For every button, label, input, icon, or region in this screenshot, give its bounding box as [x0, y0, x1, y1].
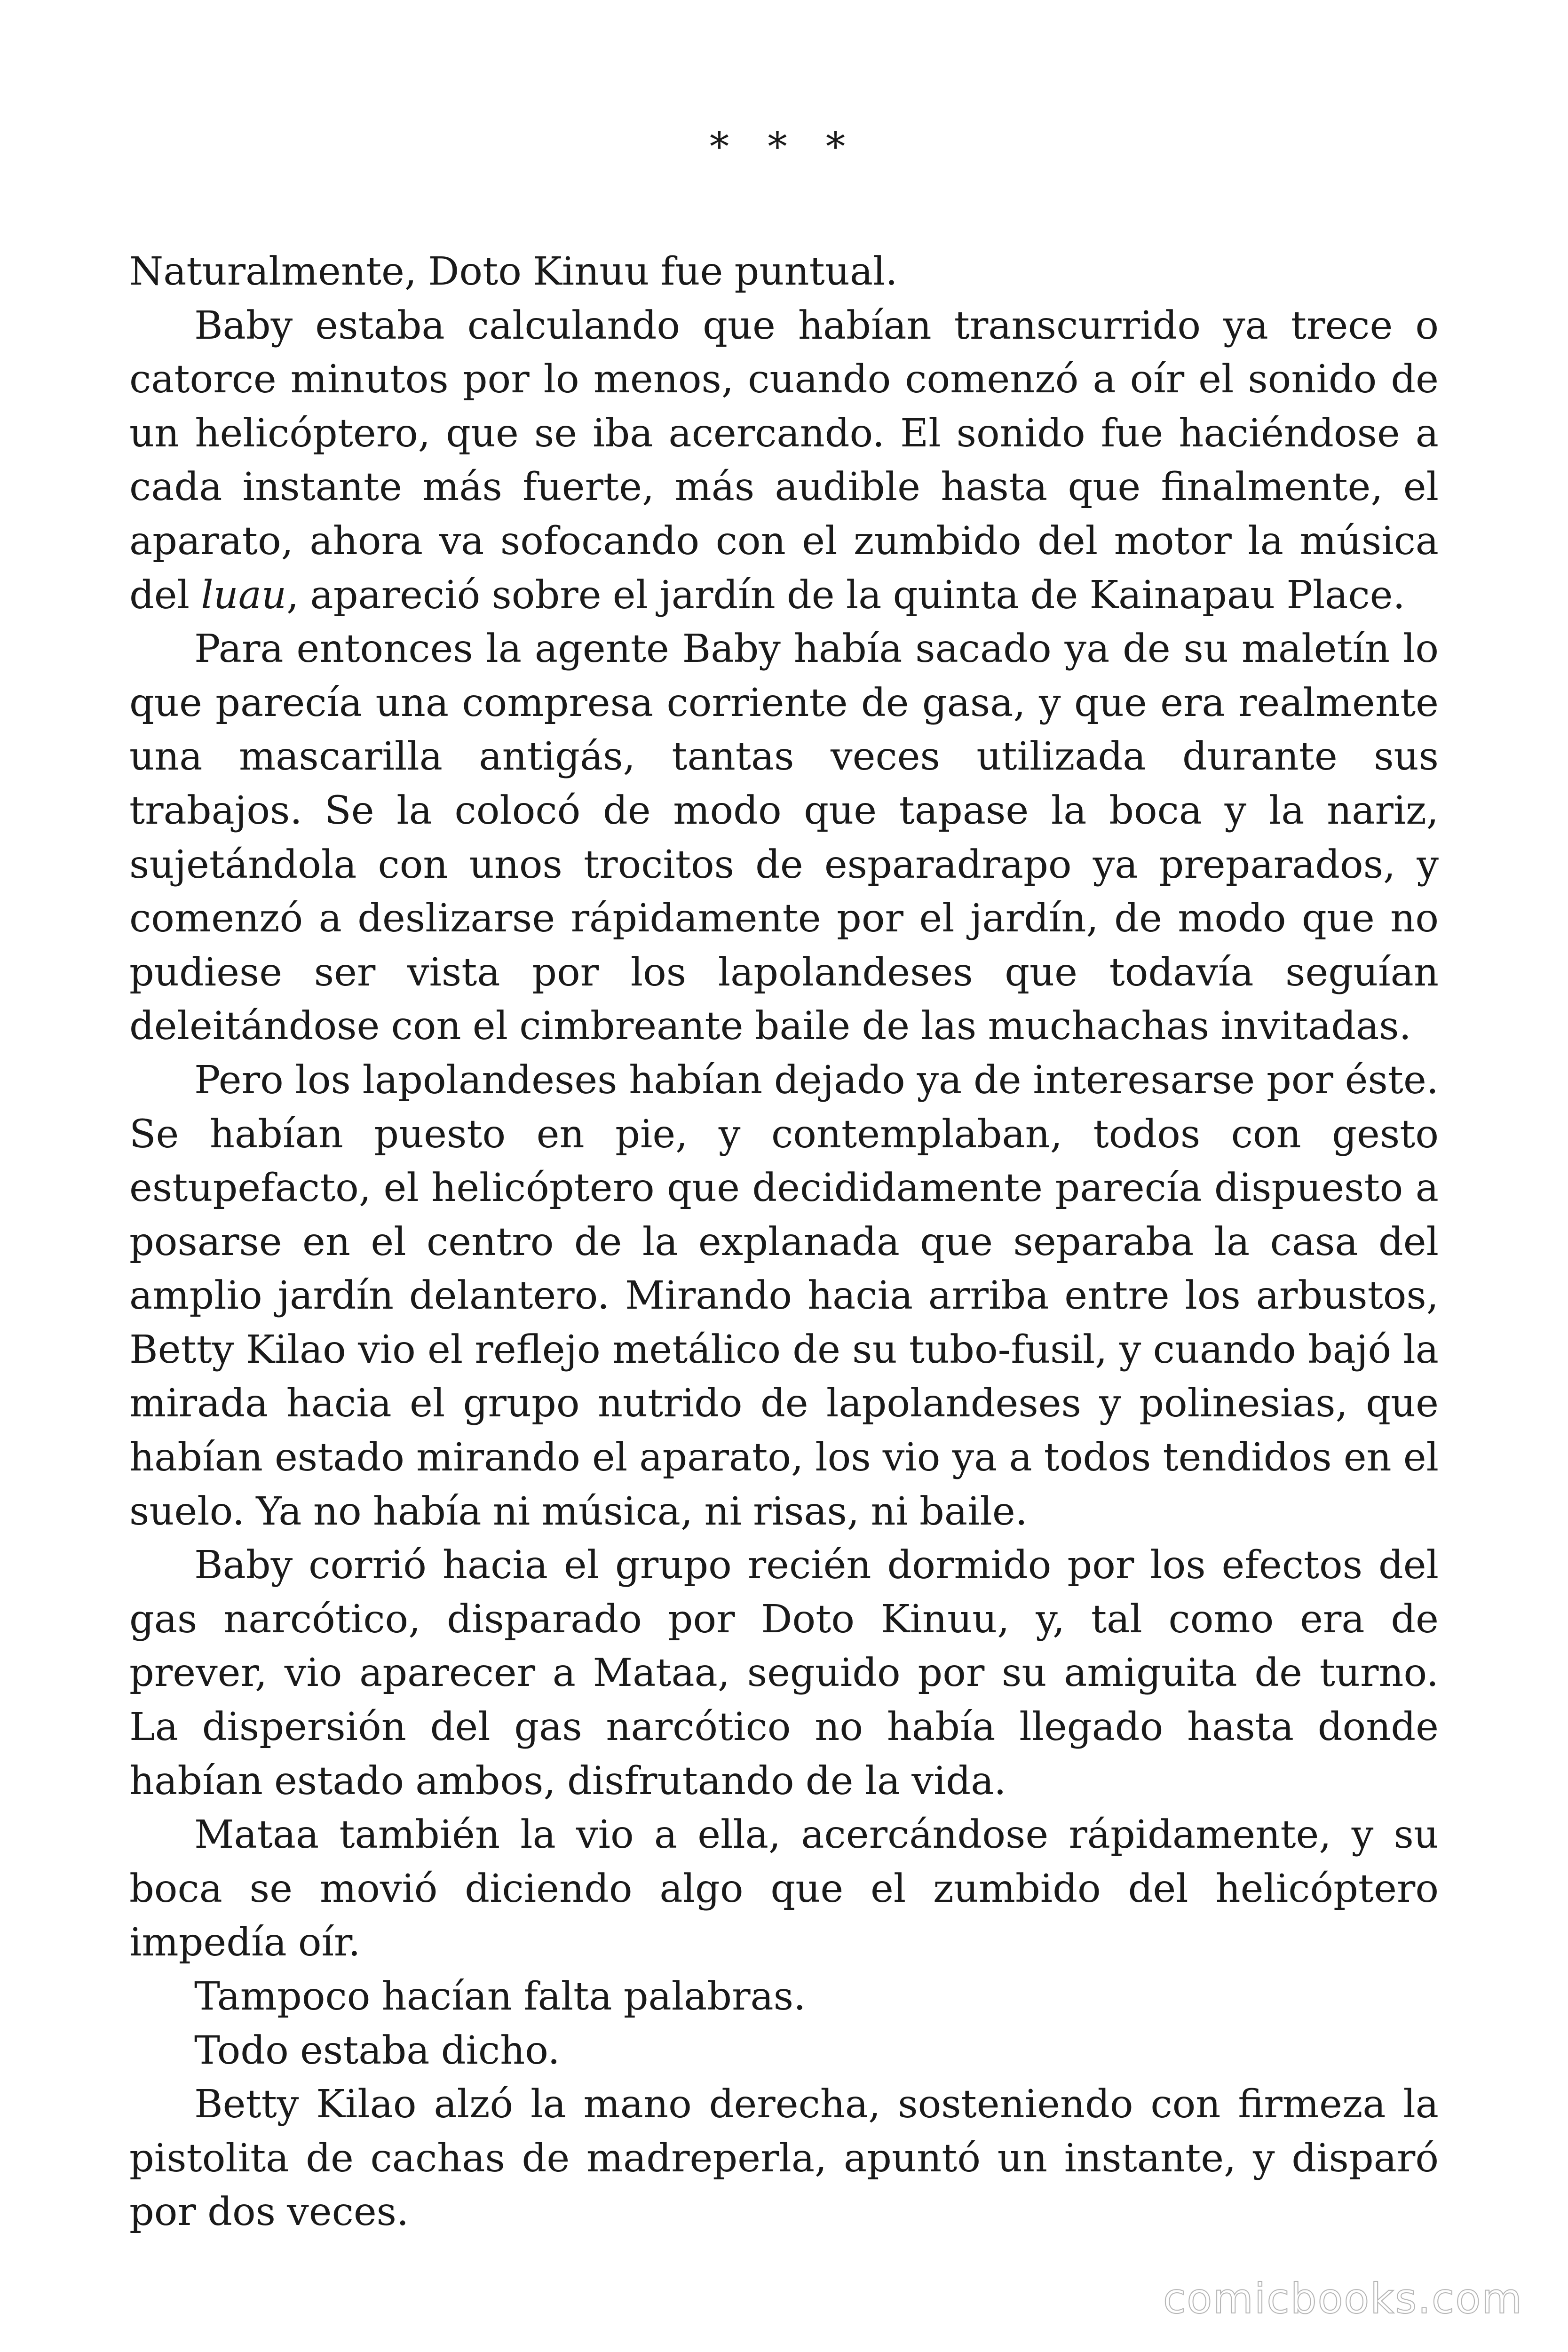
paragraph: Betty Kilao alzó la mano derecha, sosteniendo con firmeza la pistolita de cachas de madreperla, apuntó un instante, y disparó por dos veces.: [129, 2082, 1439, 2235]
paragraph-text: , apareció sobre el jardín de la quinta de Kainapau Place.: [286, 572, 1405, 618]
paragraph: Naturalmente, Doto Kinuu fue puntual.: [129, 249, 898, 294]
paragraph: Tampoco hacían falta palabras.: [194, 1974, 806, 2019]
paragraph: Mataa también la vio a ella, acercándose rápidamente, y su boca se movió diciendo algo que el zumbido del helicóptero impedía oír.: [129, 1812, 1439, 1965]
paragraph: Para entonces la agente Baby había sacado ya de su maletín lo que parecía una compresa corriente de gasa, y que era realmente una mascarilla antigás, tantas veces utilizada durante sus trabajos. Se la colocó de modo que tapase la boca y la nariz, sujetándola con unos trocitos de esparadrapo ya preparados, y comenzó a deslizarse rápidamente por el jardín, de modo que no pudiese ser vista por los lapolandeses que todavía seguían deleitándose con el cimbreante baile de las muchachas invitadas.: [129, 626, 1439, 1049]
book-page: [129, 0, 1439, 2352]
paragraph-text: Baby estaba calculando que habían transcurrido ya trece o catorce minutos por lo menos, cuando comenzó a oír el sonido de un helicóptero, que se iba acercando. El sonido fue haciéndose a cada instante más fuerte, más audible hasta que finalmente, el aparato, ahora va sofocando con el zumbido del motor la música del: [129, 302, 1439, 618]
paragraph: Todo estaba dicho.: [194, 2027, 560, 2073]
paragraph: Pero los lapolandeses habían dejado ya de interesarse por éste. Se habían puesto en pie, y contemplaban, todos con gesto estupefacto, el helicóptero que decididamente parecía dispuesto a posarse en el centro de la explanada que separaba la casa del amplio jardín delantero. Mirando hacia arriba entre los arbustos, Betty Kilao vio el reflejo metálico de su tubo-fusil, y cuando bajó la mirada hacia el grupo nutrido de lapolandeses y polinesias, que habían estado mirando el aparato, los vio ya a todos tendidos en el suelo. Ya no había ni música, ni risas, ni baile.: [129, 1057, 1439, 1534]
watermark: comicbooks.com: [1163, 2274, 1523, 2323]
paragraph: Baby corrió hacia el grupo recién dormido por los efectos del gas narcótico, disparado por Doto Kinuu, y, tal como era de prever, vio aparecer a Mataa, seguido por su amiguita de turno. La dispersión del gas narcótico no había llegado hasta donde habían estado ambos, disfrutando de la vida.: [129, 1542, 1439, 1804]
italic-word: luau: [201, 572, 287, 618]
section-separator: * * *: [709, 124, 859, 169]
body-text: [129, 245, 1439, 2239]
paragraph: [129, 299, 1439, 622]
